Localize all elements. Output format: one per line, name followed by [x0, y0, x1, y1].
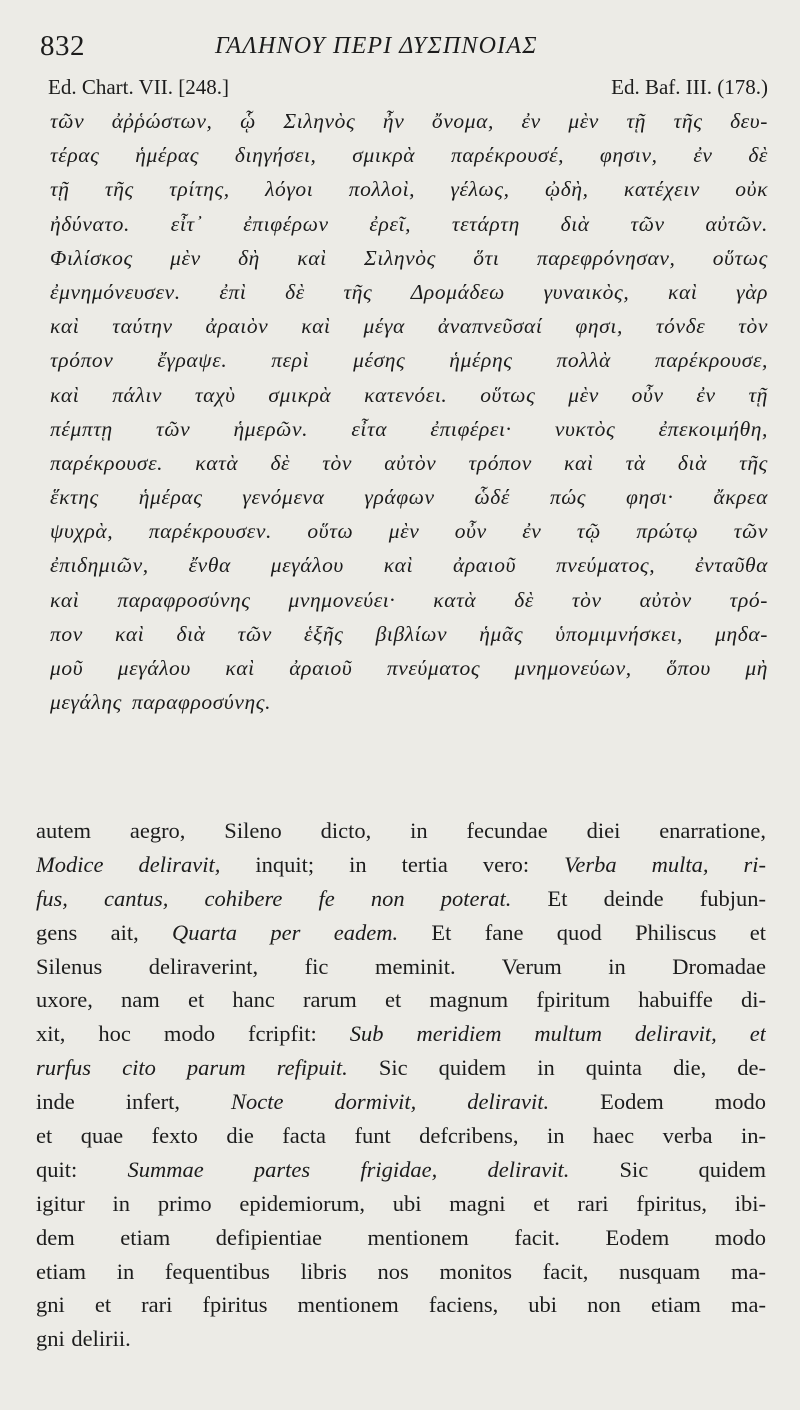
greek-text-line: καὶ παραφροσύνης μνημονεύει· κατὰ δὲ τὸν αὐτὸν τρό- [50, 587, 768, 612]
latin-text-segment: et quae fexto die facta funt defcribens, in haec verba in- [36, 1123, 766, 1149]
greek-text-line: καὶ πάλιν ταχὺ σμικρὰ κατενόει. οὕτως μὲν οὖν ἐν τῇ [50, 382, 768, 407]
latin-text-segment: inquit; in tertia vero: [220, 851, 565, 877]
latin-text-segment: gni et rari fpiritus mentionem faciens, ubi non etiam ma- [36, 1292, 766, 1318]
running-title: ΓΑΛΗΝΟΥ ΠΕΡΙ ΔΥΣΠΝΟΙΑΣ [215, 33, 538, 59]
latin-text-line [36, 1255, 766, 1289]
latin-text-segment: Et deinde fubjun- [511, 885, 766, 911]
edition-chart-reference: Ed. Chart. VII. [248.] [48, 75, 229, 99]
latin-text-segment: Eodem modo [549, 1089, 766, 1115]
latin-italic-segment: Summae partes frigidae, deliravit. [127, 1156, 570, 1182]
latin-text-segment: autem aegro, Sileno dicto, in fecundae diei enarratione, [36, 818, 766, 843]
greek-text-line: ἠδύνατο. εἶτ᾽ ἐπιφέρων ἐρεῖ, τετάρτη διὰ τῶν αὐτῶν. [50, 211, 768, 236]
latin-text-block [36, 814, 766, 1356]
greek-text-line: μεγάλης παραφροσύνης. [50, 690, 272, 715]
latin-text-line [36, 882, 766, 916]
latin-text-line [36, 983, 766, 1017]
greek-text-line: ἐμνημόνευσεν. ἐπὶ δὲ τῆς Δρομάδεω γυναικὸς, καὶ γὰρ [50, 279, 768, 304]
latin-text-line [36, 1221, 766, 1255]
greek-text-line: ψυχρὰ, παρέκρουσεν. οὕτω μὲν οὖν ἐν τῷ πρώτῳ τῶν [50, 519, 768, 544]
latin-text-segment: gni delirii. [36, 1326, 131, 1352]
latin-text-line [36, 1017, 766, 1051]
latin-italic-segment: fus, cantus, cohibere fe non poterat. [36, 885, 512, 911]
greek-text-line: παρέκρουσε. κατὰ δὲ τὸν αὐτὸν τρόπον καὶ τὰ διὰ τῆς [50, 450, 768, 475]
latin-italic-segment: Verba multa, ri- [564, 851, 766, 877]
latin-text-segment: Silenus deliraverint, fic meminit. Verum in Dromadae [36, 953, 766, 979]
greek-text-line: τῶν ἀῤῥώστων, ᾧ Σιληνὸς ἦν ὄνομα, ἐν μὲν τῇ τῆς δευ- [50, 109, 768, 133]
greek-text-line: τρόπον ἔγραψε. περὶ μέσης ἡμέρης πολλὰ παρέκρουσε, [50, 348, 768, 373]
greek-text-line: καὶ ταύτην ἀραιὸν καὶ μέγα ἀναπνεῦσαί φησι, τόνδε τὸν [50, 314, 768, 339]
latin-italic-segment: Modice deliravit, [36, 851, 221, 877]
greek-text-line: τέρας ἡμέρας διηγήσει, σμικρὰ παρέκρουσέ, φησιν, ἐν δὲ [50, 143, 768, 168]
latin-italic-segment: Sub meridiem multum deliravit, et [349, 1021, 766, 1047]
latin-text-segment: xit, hoc modo fcripfit: [36, 1021, 350, 1047]
latin-italic-segment: rurfus cito parum refipuit. [36, 1055, 348, 1081]
latin-text-line [36, 848, 766, 882]
latin-text-line [36, 1322, 766, 1356]
latin-text-segment: uxore, nam et hanc rarum et magnum fpiritum habuiffe di- [36, 987, 766, 1013]
page-header [40, 28, 770, 68]
latin-text-line [36, 1187, 766, 1221]
greek-text-line: πέμπτῃ τῶν ἡμερῶν. εἶτα ἐπιφέρει· νυκτὸς ἐπεκοιμήθη, [50, 416, 768, 441]
latin-text-segment: Sic quidem in quinta die, de- [347, 1055, 766, 1081]
latin-italic-segment: Nocte dormivit, deliravit. [231, 1089, 550, 1115]
greek-text-line: ἐπιδημιῶν, ἔνθα μεγάλου καὶ ἀραιοῦ πνεύματος, ἐνταῦθα [50, 553, 768, 578]
latin-text-line [36, 916, 766, 950]
latin-text-segment: quit: [36, 1156, 128, 1182]
edition-reference-line [48, 75, 768, 105]
latin-italic-segment: Quarta per eadem. [172, 919, 399, 945]
latin-text-segment: igitur in primo epidemiorum, ubi magni et rari fpiritus, ibi- [36, 1190, 766, 1216]
greek-text-line: ἕκτης ἡμέρας γενόμενα γράφων ὧδέ πώς φησι· ἄκρεα [50, 485, 768, 510]
latin-text-segment: etiam in fequentibus libris nos monitos facit, nusquam ma- [36, 1258, 766, 1284]
greek-text-line: μοῦ μεγάλου καὶ ἀραιοῦ πνεύματος μνημονεύων, ὅπου μὴ [50, 656, 768, 680]
greek-text-line: Φιλίσκος μὲν δὴ καὶ Σιληνὸς ὅτι παρεφρόνησαν, οὕτως [50, 245, 768, 270]
latin-text-segment: inde infert, [36, 1089, 231, 1115]
latin-text-segment: Et fane quod Philiscus et [398, 919, 766, 945]
greek-text-line: τῇ τῆς τρίτης, λόγοι πολλοὶ, γέλως, ᾠδὴ, κατέχειν οὐκ [50, 177, 768, 202]
latin-text-line [36, 814, 766, 848]
greek-text-line: πον καὶ διὰ τῶν ἑξῆς βιβλίων ἡμᾶς ὑπομιμνήσκει, μηδα- [50, 621, 768, 646]
latin-text-line [36, 1085, 766, 1119]
latin-text-segment: dem etiam defipientiae mentionem facit. Eodem modo [36, 1224, 766, 1250]
latin-text-segment: gens ait, [36, 919, 173, 945]
latin-text-line [36, 1119, 766, 1153]
latin-text-segment: Sic quidem [569, 1156, 766, 1182]
edition-basel-reference: Ed. Baf. III. (178.) [611, 75, 768, 99]
latin-text-line [36, 1288, 766, 1322]
latin-text-line [36, 950, 766, 984]
page-number: 832 [40, 30, 85, 62]
latin-text-line [36, 1051, 766, 1085]
latin-text-line [36, 1153, 766, 1187]
greek-text-block [50, 104, 768, 719]
